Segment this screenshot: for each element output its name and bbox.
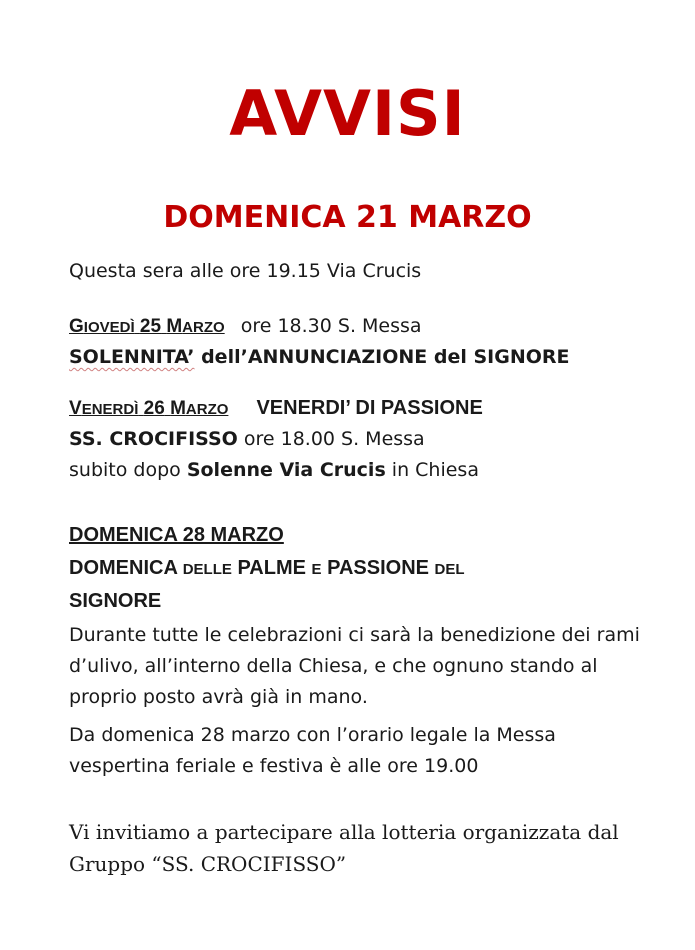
domenica28-date: DOMENICA 28 MARZO (69, 524, 284, 546)
domenica-palme-heading: DOMENICA DELLE PALME E PASSIONE DEL (69, 557, 465, 579)
signore-heading: SIGNORE (69, 590, 162, 612)
venerdi-heading: VENERDI’ DI PASSIONE (256, 397, 483, 419)
via-crucis-line: subito dopo Solenne Via Crucis in Chiesa (69, 459, 479, 481)
ulivo-paragraph: Durante tutte le celebrazioni ci sarà la benedizione dei rami d’ulivo, all’interno della Chiesa, e che ognuno stando al proprio posto avrà già in mano. (69, 624, 640, 708)
giovedi-time: ore 18.30 S. Messa (240, 315, 422, 337)
venerdi-line (69, 395, 483, 423)
lotteria-paragraph: Vi invitiamo a partecipare alla lotteria organizzata dal Gruppo “SS. CROCIFISSO” (69, 820, 619, 876)
intro-line: Questa sera alle ore 19.15 Via Crucis (69, 260, 422, 282)
crocifisso-line: SS. CROCIFISSO ore 18.00 S. Messa (69, 428, 425, 450)
date-heading: DOMENICA 21 MARZO (163, 200, 532, 235)
giovedi-date: GIOVEDÌ 25 MARZO (69, 316, 225, 337)
orario-legale-paragraph: Da domenica 28 marzo con l’orario legale la Messa vespertina feriale e festiva è alle ore 19.00 (69, 724, 556, 777)
solemnity-line: SOLENNITA’ dell’ANNUNCIAZIONE del SIGNORE (69, 346, 570, 368)
page-title: AVVISI (229, 77, 466, 150)
giovedi-line (69, 313, 422, 341)
venerdi-date: VENERDÌ 26 MARZO (69, 398, 229, 419)
